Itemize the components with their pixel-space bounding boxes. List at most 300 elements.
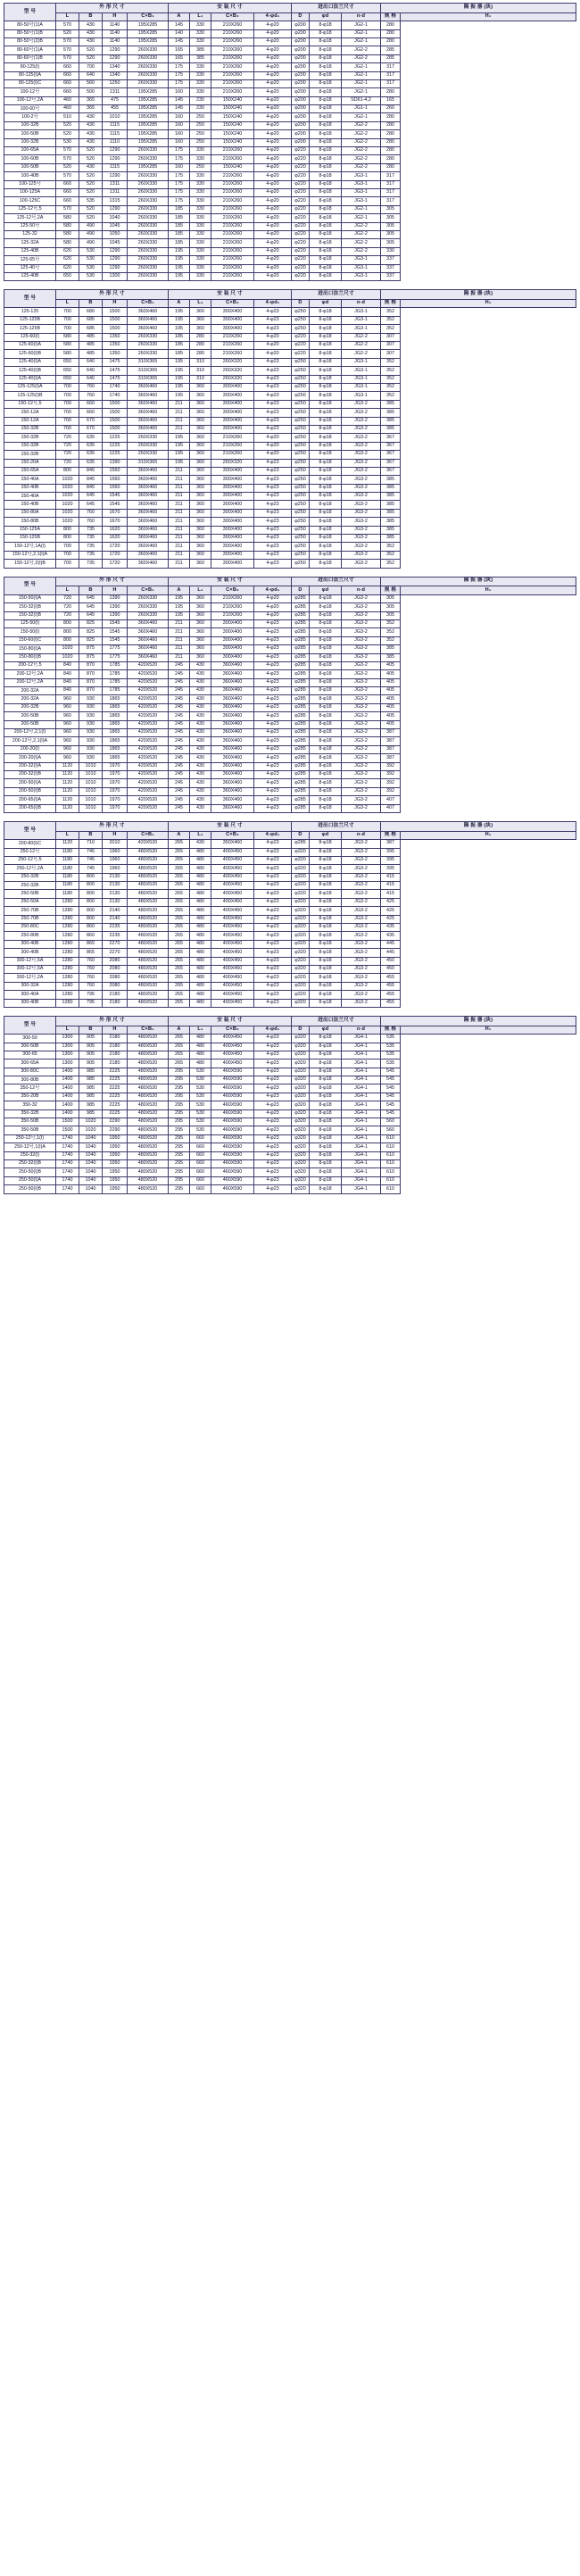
cell-value: 265 bbox=[169, 915, 190, 923]
cell-value: 4-φ20 bbox=[254, 88, 292, 96]
cell-value: 4-φ23 bbox=[254, 1118, 292, 1126]
cell-value: 210X260 bbox=[211, 272, 254, 280]
cell-value: 8-φ18 bbox=[310, 754, 342, 762]
cell-value: 645 bbox=[79, 501, 103, 509]
cell-model: 125-125B bbox=[4, 316, 56, 324]
cell-value: 360 bbox=[190, 434, 211, 442]
cell-value: 400X450 bbox=[211, 940, 254, 948]
cell-value: 700 bbox=[79, 63, 103, 71]
table-row bbox=[4, 130, 576, 138]
cell-value: 860 bbox=[79, 932, 103, 940]
cell-value: 640 bbox=[79, 375, 103, 383]
cell-value: φ250 bbox=[292, 392, 310, 400]
cell-value: 4-φ23 bbox=[254, 703, 292, 711]
cell-value: 352 bbox=[381, 325, 401, 333]
cell-value: JG3-2 bbox=[342, 645, 381, 653]
cell-value: 985 bbox=[79, 1076, 103, 1084]
cell-value: 530 bbox=[190, 1126, 211, 1134]
cell-value: 485 bbox=[79, 333, 103, 341]
cell-value: 185 bbox=[169, 214, 190, 222]
cell-value: 1280 bbox=[56, 924, 79, 932]
cell-value: φ200 bbox=[292, 29, 310, 37]
cell-value: 960 bbox=[56, 720, 79, 728]
cell-value: 480X520 bbox=[128, 1093, 169, 1101]
cell-value: 300X400 bbox=[211, 509, 254, 517]
col-header-l1: L₁ bbox=[190, 831, 211, 840]
cell-value: 8-φ18 bbox=[310, 113, 342, 121]
cell-value: 650 bbox=[56, 272, 79, 280]
cell-value: 8-φ18 bbox=[310, 737, 342, 745]
cell-value: JG3-2 bbox=[342, 409, 381, 417]
table-row bbox=[4, 113, 576, 121]
cell-value: 4-φ23 bbox=[254, 840, 292, 848]
cell-value: 430 bbox=[190, 840, 211, 848]
cell-value: 265 bbox=[169, 1051, 190, 1059]
cell-value: 360X460 bbox=[128, 509, 169, 517]
cell-value: 800 bbox=[56, 636, 79, 644]
cell-value: 360X460 bbox=[211, 661, 254, 669]
cell-value: 840 bbox=[56, 678, 79, 686]
cell-value: 1290 bbox=[103, 256, 128, 264]
cell-value: 840 bbox=[56, 661, 79, 669]
cell-value: 720 bbox=[56, 603, 79, 611]
cell-value: φ285 bbox=[292, 636, 310, 644]
cell-value: 160 bbox=[169, 163, 190, 171]
cell-value: 300X400 bbox=[211, 619, 254, 627]
cell-value: 480X520 bbox=[128, 940, 169, 948]
cell-model: 150-65A bbox=[4, 467, 56, 475]
cell-value: 360 bbox=[190, 501, 211, 509]
cell-value: 4-φ23 bbox=[254, 787, 292, 795]
cell-value: 930 bbox=[79, 720, 103, 728]
cell-value: 400X450 bbox=[211, 890, 254, 898]
cell-model: 150-12号,2(I)B bbox=[4, 560, 56, 568]
cell-value: 265 bbox=[169, 949, 190, 957]
cell-value: 8-φ18 bbox=[310, 720, 342, 728]
cell-value: 660 bbox=[56, 79, 79, 87]
cell-value: 210X260 bbox=[211, 342, 254, 350]
cell-value: 520 bbox=[79, 54, 103, 62]
table-row bbox=[4, 451, 576, 459]
cell-model: 250-12号,2A bbox=[4, 865, 56, 873]
cell-value: 660 bbox=[190, 1159, 211, 1168]
table-row bbox=[4, 770, 576, 778]
spec-table-block bbox=[0, 574, 580, 819]
cell-value: φ220 bbox=[292, 197, 310, 205]
cell-value: φ320 bbox=[292, 949, 310, 957]
cell-value: φ250 bbox=[292, 384, 310, 392]
cell-model: 150-40A bbox=[4, 476, 56, 484]
table-row bbox=[4, 1143, 576, 1151]
cell-value: 352 bbox=[381, 384, 401, 392]
cell-model: 200-32(I)B bbox=[4, 770, 56, 778]
cell-value: 4-φ20 bbox=[254, 163, 292, 171]
cell-value: 1400 bbox=[56, 1109, 79, 1118]
cell-value: 960 bbox=[56, 729, 79, 737]
cell-model: 250-12号,1(I) bbox=[4, 1134, 56, 1143]
cell-value: φ320 bbox=[292, 1043, 310, 1051]
cell-value: 530 bbox=[190, 1101, 211, 1109]
cell-value: 352 bbox=[381, 551, 401, 559]
table-row bbox=[4, 907, 576, 915]
cell-value: 1110 bbox=[103, 138, 128, 146]
cell-value: 295 bbox=[169, 1185, 190, 1193]
cell-value: 800 bbox=[56, 619, 79, 627]
cell-value: 420X520 bbox=[128, 745, 169, 753]
cell-model: 150-20A bbox=[4, 459, 56, 467]
cell-value: 360X460 bbox=[211, 796, 254, 804]
cell-value: 360X460 bbox=[128, 518, 169, 526]
cell-value: 392 bbox=[381, 787, 401, 795]
cell-value: 430 bbox=[190, 712, 211, 720]
cell-value: 4-φ20 bbox=[254, 63, 292, 71]
cell-value: 480X520 bbox=[128, 924, 169, 932]
cell-value: 4-φ23 bbox=[254, 409, 292, 417]
cell-value: 480 bbox=[190, 991, 211, 999]
cell-value: 360X460 bbox=[211, 678, 254, 686]
cell-value: 1970 bbox=[103, 770, 128, 778]
cell-value: 580 bbox=[56, 230, 79, 238]
cell-value: 280 bbox=[381, 163, 401, 171]
table-row bbox=[4, 1151, 576, 1159]
cell-value: 845 bbox=[79, 476, 103, 484]
cell-value: 8-φ18 bbox=[310, 400, 342, 408]
cell-value: 317 bbox=[381, 71, 401, 79]
cell-model: 200-32(I)A bbox=[4, 762, 56, 770]
cell-value: JG3-2 bbox=[342, 661, 381, 669]
cell-value: 1311 bbox=[103, 88, 128, 96]
cell-model: 250-50B bbox=[4, 890, 56, 898]
col-header-l: L bbox=[56, 586, 79, 595]
table-row bbox=[4, 1109, 576, 1118]
cell-value: 4-φ23 bbox=[254, 509, 292, 517]
cell-value: φ200 bbox=[292, 21, 310, 29]
cell-value: 1020 bbox=[56, 509, 79, 517]
table-row bbox=[4, 779, 576, 787]
cell-value: 2180 bbox=[103, 991, 128, 999]
cell-value: 420X520 bbox=[128, 762, 169, 770]
cell-value: 300X400 bbox=[211, 308, 254, 316]
cell-value: 1390 bbox=[103, 603, 128, 611]
table-row bbox=[4, 982, 576, 990]
cell-model: 200-12号,2A bbox=[4, 670, 56, 678]
col-header-d: D bbox=[292, 1026, 310, 1035]
cell-value: 795 bbox=[79, 991, 103, 999]
cell-value: 985 bbox=[79, 1068, 103, 1076]
cell-value: JG3-2 bbox=[342, 678, 381, 686]
cell-value: JG2-2 bbox=[342, 247, 381, 255]
table-row bbox=[4, 1134, 576, 1143]
cell-value: 510 bbox=[56, 113, 79, 121]
cell-value: φ220 bbox=[292, 342, 310, 350]
cell-value: φ320 bbox=[292, 1093, 310, 1101]
cell-value: 195 bbox=[169, 434, 190, 442]
cell-value: φ250 bbox=[292, 501, 310, 509]
table-row bbox=[4, 745, 576, 753]
cell-value: 1960 bbox=[103, 856, 128, 864]
cell-value: 430 bbox=[190, 762, 211, 770]
cell-value: 4-φ23 bbox=[254, 949, 292, 957]
cell-value: φ250 bbox=[292, 325, 310, 333]
table-row bbox=[4, 796, 576, 804]
cell-value: 530 bbox=[190, 1109, 211, 1118]
spec-table bbox=[4, 821, 576, 1008]
cell-value: 720 bbox=[56, 459, 79, 467]
cell-value: 385 bbox=[381, 501, 401, 509]
table-row bbox=[4, 890, 576, 898]
cell-value: 8-φ18 bbox=[310, 991, 342, 999]
cell-value: 445 bbox=[381, 940, 401, 948]
cell-value: 8-φ18 bbox=[310, 121, 342, 129]
cell-value: JG4-1 bbox=[342, 1076, 381, 1084]
cell-value: 210X260 bbox=[211, 46, 254, 54]
cell-value: 8-φ18 bbox=[310, 1176, 342, 1184]
table-row bbox=[4, 695, 576, 703]
cell-value: 8-φ18 bbox=[310, 687, 342, 695]
cell-value: 1045 bbox=[103, 239, 128, 247]
cell-model: 350-20B bbox=[4, 1093, 56, 1101]
table-row bbox=[4, 358, 576, 366]
cell-model: 100-125号 bbox=[4, 180, 56, 188]
cell-value: 1740 bbox=[56, 1176, 79, 1184]
cell-value: JG3-2 bbox=[342, 451, 381, 459]
cell-value: 211 bbox=[169, 619, 190, 627]
table-row bbox=[4, 1176, 576, 1184]
cell-value: 760 bbox=[79, 974, 103, 982]
cell-model: 80-60号(1)A bbox=[4, 46, 56, 54]
cell-value: 195 bbox=[169, 375, 190, 383]
cell-value: 800 bbox=[79, 907, 103, 915]
cell-model: 300-65 bbox=[4, 1051, 56, 1059]
cell-value: JG3-2 bbox=[342, 442, 381, 450]
cell-value: 211 bbox=[169, 493, 190, 501]
cell-value: 387 bbox=[381, 840, 401, 848]
cell-value: JG3-2 bbox=[342, 737, 381, 745]
cell-value: 317 bbox=[381, 197, 401, 205]
cell-value: φ220 bbox=[292, 230, 310, 238]
cell-value: 460X590 bbox=[211, 1084, 254, 1093]
cell-value: JG3-2 bbox=[342, 915, 381, 923]
cell-value: 185 bbox=[169, 230, 190, 238]
table-row bbox=[4, 425, 576, 433]
cell-value: 360X460 bbox=[211, 703, 254, 711]
cell-value: 4-φ23 bbox=[254, 543, 292, 551]
cell-value: JG3-2 bbox=[342, 501, 381, 509]
cell-value: JG2-1 bbox=[342, 88, 381, 96]
cell-value: JG2-2 bbox=[342, 333, 381, 341]
cell-value: φ320 bbox=[292, 1059, 310, 1068]
cell-value: φ250 bbox=[292, 442, 310, 450]
cell-value: 985 bbox=[79, 1093, 103, 1101]
cell-value: 8-φ18 bbox=[310, 342, 342, 350]
cell-value: 4-φ23 bbox=[254, 1051, 292, 1059]
cell-value: 1280 bbox=[56, 957, 79, 965]
cell-value: 250 bbox=[190, 130, 211, 138]
cell-value: 300X400 bbox=[211, 467, 254, 475]
cell-value: 400X450 bbox=[211, 982, 254, 990]
col-header-h: H bbox=[103, 299, 128, 308]
cell-value: 1785 bbox=[103, 661, 128, 669]
col-header-d: D bbox=[292, 299, 310, 308]
cell-model: 150-80A bbox=[4, 509, 56, 517]
cell-value: 360 bbox=[190, 325, 211, 333]
table-row bbox=[4, 754, 576, 762]
cell-value: 265 bbox=[169, 882, 190, 890]
cell-model: 80-60号(1)B bbox=[4, 54, 56, 62]
cell-value: 4-φ20 bbox=[254, 46, 292, 54]
spec-table bbox=[4, 289, 576, 568]
cell-value: 450 bbox=[381, 965, 401, 973]
cell-model: 350-12号 bbox=[4, 1084, 56, 1093]
cell-value: 430 bbox=[79, 21, 103, 29]
cell-value: 960 bbox=[56, 745, 79, 753]
cell-model: 150-40A bbox=[4, 493, 56, 501]
cell-value: 195 bbox=[169, 308, 190, 316]
cell-value: 1010 bbox=[79, 796, 103, 804]
cell-value: JG3-2 bbox=[342, 787, 381, 795]
cell-value: 211 bbox=[169, 476, 190, 484]
cell-value: 265 bbox=[169, 932, 190, 940]
cell-value: 1400 bbox=[56, 1076, 79, 1084]
col-header-h1: H₁ bbox=[401, 831, 576, 840]
cell-value: 610 bbox=[381, 1176, 401, 1184]
cell-value: 685 bbox=[79, 325, 103, 333]
cell-value: φ320 bbox=[292, 1168, 310, 1176]
cell-value: φ250 bbox=[292, 316, 310, 324]
cell-model: 125-40B bbox=[4, 272, 56, 280]
cell-value: 245 bbox=[169, 737, 190, 745]
cell-value: JG2-1 bbox=[342, 29, 381, 37]
cell-value: 195 bbox=[169, 358, 190, 366]
cell-value: 4-φ23 bbox=[254, 754, 292, 762]
cell-value: 367 bbox=[381, 442, 401, 450]
col-header-h1: H₁ bbox=[401, 1026, 576, 1035]
cell-value: 400X450 bbox=[211, 957, 254, 965]
cell-value: φ285 bbox=[292, 787, 310, 795]
cell-value: 145 bbox=[169, 105, 190, 113]
cell-value: 150X240 bbox=[211, 138, 254, 146]
table-row bbox=[4, 787, 576, 795]
cell-model: 125-50(I) bbox=[4, 619, 56, 627]
cell-value: 4-φ23 bbox=[254, 1134, 292, 1143]
cell-value: 310 bbox=[190, 367, 211, 375]
cell-value: JG3-2 bbox=[342, 982, 381, 990]
cell-value: 8-φ18 bbox=[310, 358, 342, 366]
cell-value: 4-φ20 bbox=[254, 21, 292, 29]
cell-value: 480 bbox=[190, 949, 211, 957]
cell-value: 352 bbox=[381, 367, 401, 375]
cell-value: 300X400 bbox=[211, 400, 254, 408]
cell-value: 480X520 bbox=[128, 1076, 169, 1084]
cell-value: 4-φ23 bbox=[254, 476, 292, 484]
cell-value: JG3-2 bbox=[342, 890, 381, 898]
cell-value: φ320 bbox=[292, 1134, 310, 1143]
cell-value: 1300 bbox=[56, 1043, 79, 1051]
cell-value: 735 bbox=[79, 560, 103, 568]
cell-value: φ285 bbox=[292, 840, 310, 848]
col-group-damper: 隔 振 器 (块) bbox=[381, 1016, 576, 1026]
cell-value: JG3-2 bbox=[342, 543, 381, 551]
cell-value: 8-φ18 bbox=[310, 787, 342, 795]
cell-value: 560 bbox=[79, 79, 103, 87]
cell-value: 4-φ20 bbox=[254, 594, 292, 602]
cell-value: φ250 bbox=[292, 467, 310, 475]
cell-value: 8-φ18 bbox=[310, 384, 342, 392]
cell-model: 200-65(I)B bbox=[4, 804, 56, 812]
cell-value: 307 bbox=[381, 342, 401, 350]
cell-value: 280 bbox=[381, 121, 401, 129]
col-header-nd: n-d bbox=[342, 299, 381, 308]
cell-value: φ200 bbox=[292, 37, 310, 46]
cell-value: 2130 bbox=[103, 898, 128, 906]
cell-value: 1140 bbox=[103, 29, 128, 37]
cell-value: 260X330 bbox=[128, 54, 169, 62]
cell-value: 4-φ23 bbox=[254, 375, 292, 383]
cell-value: 460X590 bbox=[211, 1093, 254, 1101]
cell-value: 385 bbox=[381, 476, 401, 484]
cell-value: 700 bbox=[56, 392, 79, 400]
cell-value: 211 bbox=[169, 560, 190, 568]
cell-value: 1010 bbox=[79, 779, 103, 787]
cell-value: 1280 bbox=[56, 907, 79, 915]
cell-value: 140 bbox=[169, 29, 190, 37]
cell-value: 395 bbox=[381, 865, 401, 873]
table-row bbox=[4, 342, 576, 350]
cell-model: 250-80B bbox=[4, 932, 56, 940]
cell-value: 210X260 bbox=[211, 29, 254, 37]
cell-value: 310X365 bbox=[128, 358, 169, 366]
cell-value: 1950 bbox=[103, 1159, 128, 1168]
cell-value: 430 bbox=[190, 804, 211, 812]
cell-value: φ250 bbox=[292, 560, 310, 568]
cell-value: 1340 bbox=[103, 63, 128, 71]
cell-value: 360 bbox=[190, 425, 211, 433]
cell-value: 295 bbox=[169, 1126, 190, 1134]
cell-value: φ250 bbox=[292, 367, 310, 375]
table-row bbox=[4, 272, 576, 280]
table-row bbox=[4, 1118, 576, 1126]
cell-value: 480 bbox=[190, 1059, 211, 1068]
cell-value: 1120 bbox=[56, 770, 79, 778]
table-row bbox=[4, 1076, 576, 1084]
cell-value: 8-φ18 bbox=[310, 425, 342, 433]
cell-value: 185 bbox=[169, 333, 190, 341]
cell-value: 4-φ23 bbox=[254, 865, 292, 873]
cell-value: 365 bbox=[79, 105, 103, 113]
cell-value: JG2-2 bbox=[342, 222, 381, 230]
cell-value: 635 bbox=[79, 459, 103, 467]
cell-value: 211 bbox=[169, 409, 190, 417]
cell-value: JG3-2 bbox=[342, 628, 381, 636]
cell-value: 300X400 bbox=[211, 501, 254, 509]
cell-value: 8-φ18 bbox=[310, 796, 342, 804]
cell-value: 960 bbox=[56, 712, 79, 720]
cell-value: 530 bbox=[190, 1076, 211, 1084]
cell-model: 150-125B bbox=[4, 535, 56, 543]
table-row bbox=[4, 957, 576, 965]
col-group-install: 安 装 尺 寸 bbox=[169, 1016, 292, 1026]
cell-value: 150X240 bbox=[211, 121, 254, 129]
cell-value: φ320 bbox=[292, 974, 310, 982]
cell-value: 400X450 bbox=[211, 1059, 254, 1068]
cell-value: 8-φ18 bbox=[310, 256, 342, 264]
cell-value: 480 bbox=[190, 940, 211, 948]
col-header-cb1: C×B₁ bbox=[128, 586, 169, 595]
cell-model: 150-32B bbox=[4, 434, 56, 442]
table-row bbox=[4, 476, 576, 484]
cell-value: JG3-2 bbox=[342, 695, 381, 703]
cell-value: 8-φ18 bbox=[310, 1151, 342, 1159]
